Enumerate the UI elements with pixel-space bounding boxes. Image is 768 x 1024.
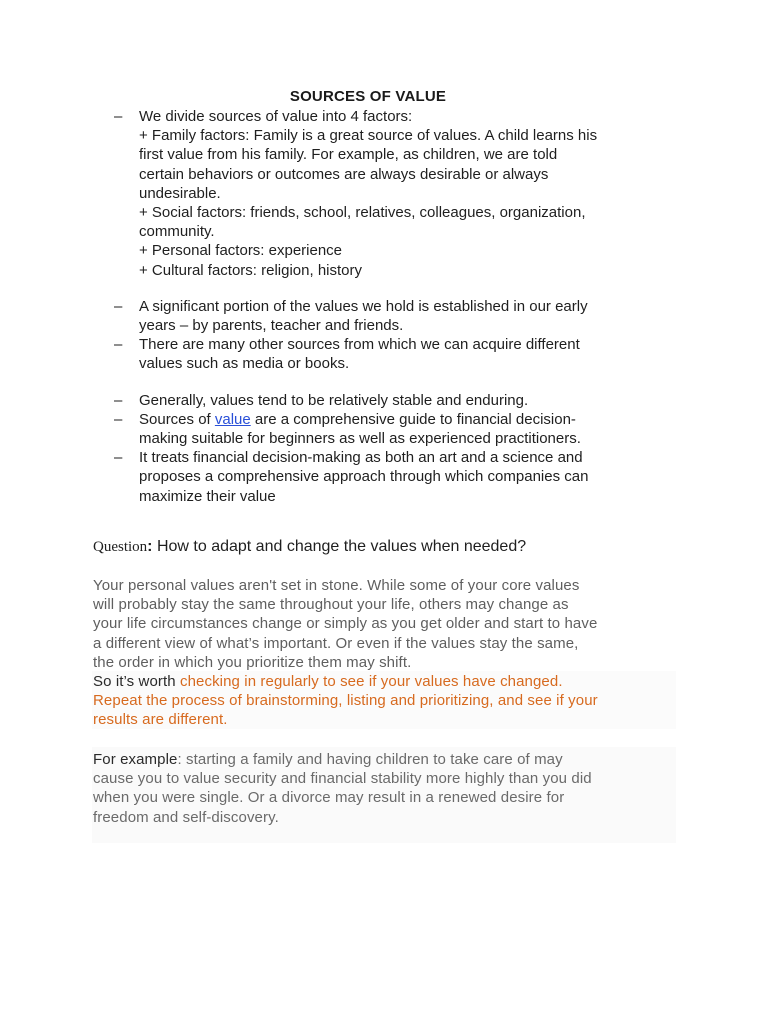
bullet-line: A significant portion of the values we hold is established in our early	[139, 297, 588, 315]
list-item	[0, 410, 679, 448]
bullet-dash: –	[114, 449, 123, 467]
question-label: Question	[93, 539, 148, 555]
paragraph-line-worth	[93, 672, 683, 691]
paragraph-line-highlight: Repeat the process of brainstorming, listing and prioritizing, and see if your	[93, 692, 598, 710]
paragraph-line: will probably stay the same throughout your life, others may change as	[93, 596, 569, 614]
bullet-line: We divide sources of value into 4 factors:	[139, 108, 413, 125]
bullet-line: undesirable.	[139, 184, 221, 202]
list-item	[0, 107, 679, 280]
worth-highlight: checking in regularly to see if your values have changed.	[180, 673, 563, 691]
paragraph-line: a different view of what’s important. Or even if the values stay the same,	[93, 634, 579, 652]
question-colon: :	[147, 538, 153, 555]
list-item	[0, 448, 679, 506]
bullet-line-with-link	[139, 410, 679, 429]
bullet-text-suffix: are a comprehensive guide to financial decision-	[250, 410, 576, 428]
bullet-dash: –	[114, 108, 123, 125]
document-title: SOURCES OF VALUE	[289, 88, 447, 105]
list-item	[0, 391, 679, 410]
paragraph-example	[93, 750, 683, 827]
bullet-line: + Personal factors: experience	[139, 242, 343, 260]
bullet-dash: –	[114, 391, 123, 409]
paragraph-line: when you were single. Or a divorce may result in a renewed desire for	[93, 789, 565, 807]
bullet-text-prefix: Sources of	[139, 410, 215, 428]
bullet-line: first value from his family. For example, as children, we are told	[139, 146, 558, 164]
bullet-line: There are many other sources from which we can acquire different	[139, 336, 580, 354]
bullet-line: making suitable for beginners as well as experienced practitioners.	[139, 430, 581, 448]
bullet-line: certain behaviors or outcomes are always desirable or always	[139, 165, 549, 183]
bullet-line: community.	[139, 223, 215, 241]
paragraph-line: your life circumstances change or simply as you get older and start to have	[93, 615, 598, 633]
paragraph-line: cause you to value security and financial stability more highly than you did	[93, 770, 592, 788]
value-link[interactable]: value	[214, 410, 251, 428]
bullet-dash: –	[114, 410, 123, 428]
paragraph-line: the order in which you prioritize them may shift.	[93, 653, 412, 671]
worth-prefix: So it’s worth	[93, 673, 180, 691]
bullet-dash: –	[114, 297, 123, 315]
bullet-line: It treats financial decision-making as both an art and a science and	[139, 449, 583, 467]
list-item	[0, 335, 679, 373]
question-text: How to adapt and change the values when needed?	[152, 538, 527, 555]
list-spacer	[0, 280, 768, 297]
bullet-line: maximize their value	[139, 487, 276, 505]
example-lead: For example	[93, 751, 178, 768]
list-spacer	[0, 374, 768, 391]
example-first-rest: : starting a family and having children to take care of may	[177, 751, 563, 768]
paragraph-line: Your personal values aren't set in stone. While some of your core values	[93, 577, 580, 594]
list-item	[0, 297, 679, 335]
bullet-line: + Family factors: Family is a great source of values. A child learns his	[139, 127, 598, 145]
bullet-line: proposes a comprehensive approach through which companies can	[139, 468, 589, 486]
bullet-line: values such as media or books.	[139, 355, 350, 373]
bullet-line: Generally, values tend to be relatively stable and enduring.	[139, 391, 529, 409]
paragraph-line-highlight: results are different.	[93, 711, 228, 729]
bullet-line: + Social factors: friends, school, relatives, colleagues, organization,	[139, 204, 586, 222]
example-first-line	[93, 750, 683, 769]
paragraph-values-change	[93, 576, 683, 730]
bullet-line: years – by parents, teacher and friends.	[139, 317, 404, 335]
bullet-dash: –	[114, 336, 123, 354]
bullet-line: + Cultural factors: religion, history	[139, 261, 363, 279]
bullet-list	[0, 107, 768, 506]
question-heading	[93, 538, 526, 556]
paragraph-line: freedom and self-discovery.	[93, 808, 279, 826]
